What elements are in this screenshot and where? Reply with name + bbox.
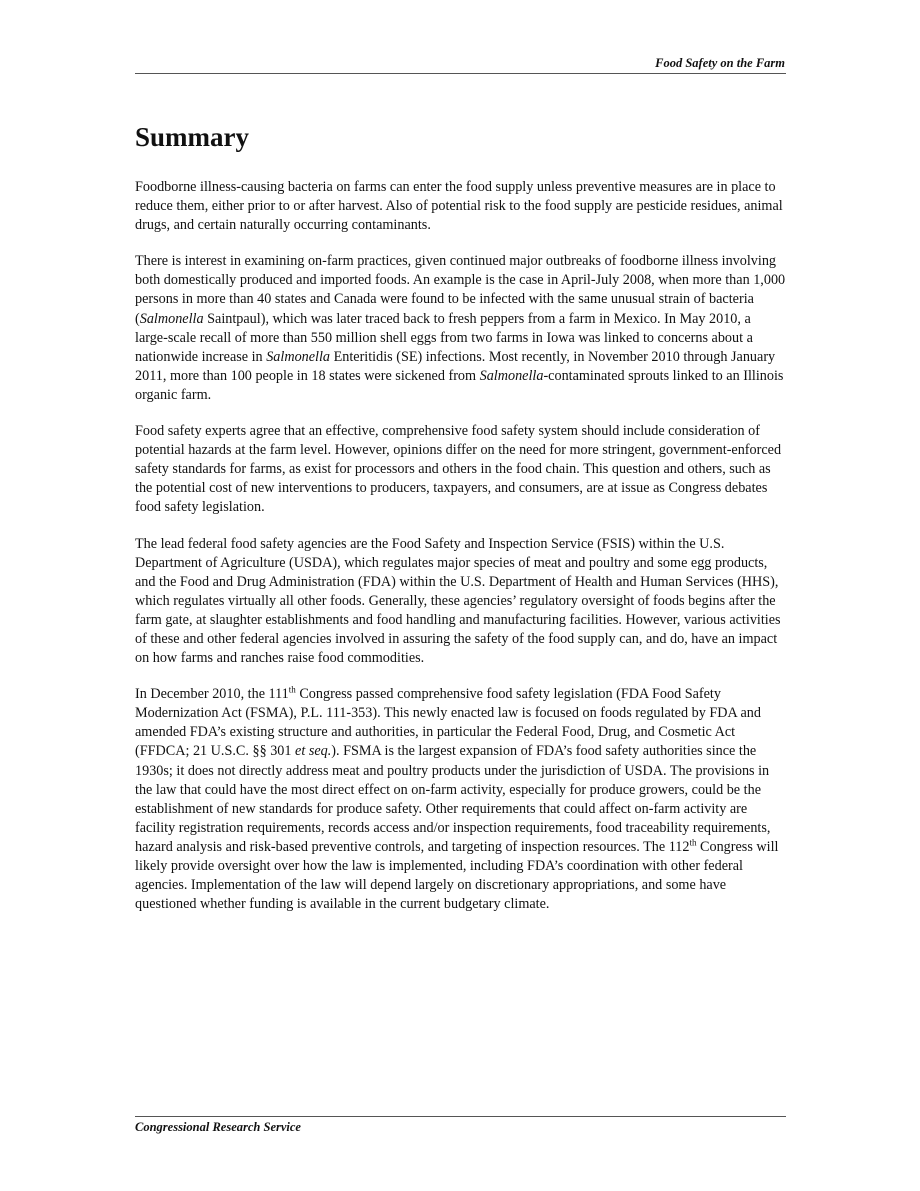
summary-body xyxy=(135,178,787,931)
paragraph-2-italic-1: Salmonella xyxy=(139,310,204,327)
paragraph-5-text-b: Congress passed comprehensive food safety legislation (FDA Food Safety Modernization Act (FSMA), P.L. 111-353). This newly enacted law is focused on foods regulated by FDA and amended FDA’s existing structure and authorities, in particular the Federal Food, Drug, and Cosmetic Act (FFDCA; 21 U.S.C. §§ 301 xyxy=(135,686,761,760)
footer-rule xyxy=(135,1116,786,1117)
paragraph-5 xyxy=(135,685,787,914)
paragraph-1: Foodborne illness-causing bacteria on farms can enter the food supply unless preventive measures are in place to reduce them, either prior to or after harvest. Also of potential risk to the food supply are pesticide residues, animal drugs, and certain naturally occurring contaminants. xyxy=(135,179,783,234)
paragraph-5-italic-1: et seq. xyxy=(295,743,332,760)
paragraph-2-italic-3: Salmonella xyxy=(479,367,544,384)
paragraph-5-text-c: ). FSMA is the largest expansion of FDA’s food safety authorities since the 1930s; it does not directly address meat and poultry products under the jurisdiction of USDA. The provisions in the law that could have the most direct effect on on-farm activity, especially for produce growers, could be the establishment of new standards for produce safety. Other requirements that could affect on-farm activity are facility registration requirements, records access and/or inspection requirements, food traceability requirements, hazard analysis and risk-based preventive controls, and targeting of inspection resources. The 112 xyxy=(135,743,771,855)
paragraph-2-text-d: -contaminated sprouts linked to an Illinois organic farm. xyxy=(135,367,784,403)
paragraph-2-italic-2: Salmonella xyxy=(266,348,331,365)
paragraph-3: Food safety experts agree that an effective, comprehensive food safety system should include consideration of potential hazards at the farm level. However, opinions differ on the need for more stringent, government-enforced safety standards for farms, as exist for processors and others in the food chain. This question and others, such as the potential cost of new interventions to producers, taxpayers, and consumers, are at issue as Congress debates food safety legislation. xyxy=(135,423,782,516)
paragraph-5-text-a: In December 2010, the 111 xyxy=(135,686,289,703)
page-title: Summary xyxy=(135,122,249,152)
footer-label: Congressional Research Service xyxy=(135,1120,301,1134)
running-header-title: Food Safety on the Farm xyxy=(655,56,785,70)
paragraph-2-text-b: Saintpaul), which was later traced back to fresh peppers from a farm in Mexico. In May 2010, a large-scale recall of more than 550 million shell eggs from two farms in Iowa was linked to concerns about a nationwide increase in xyxy=(135,310,753,365)
paragraph-2-text-c: Enteritidis (SE) infections. Most recently, in November 2010 through January 2011, more than 100 people in 18 states were sickened from xyxy=(135,348,776,384)
header-rule xyxy=(135,73,786,74)
paragraph-4: The lead federal food safety agencies are the Food Safety and Inspection Service (FSIS) within the U.S. Department of Agriculture (USDA), which regulates major species of meat and poultry and some egg products, and the Food and Drug Administration (FDA) within the U.S. Department of Health and Human Services (HHS), which regulates virtually all other foods. Generally, these agencies’ regulatory oversight of foods begins after the farm gate, at slaughter establishments and food handling and manufacturing facilities. However, various activities of these and other federal agencies involved in assuring the safety of the food supply can, and do, have an impact on how farms and ranches raise food commodities. xyxy=(135,535,781,667)
paragraph-5-superscript-2: th xyxy=(689,837,697,848)
paragraph-2-text-a: There is interest in examining on-farm practices, given continued major outbreaks of foodborne illness involving both domestically produced and imported foods. An example is the case in April-July 2008, when more than 1,000 persons in more than 40 states and Canada were found to be infected with the same unusual strain of bacteria ( xyxy=(135,253,786,327)
paragraph-5-superscript-1: th xyxy=(288,684,296,695)
paragraph-5-text-d: Congress will likely provide oversight over how the law is implemented, including FDA’s coordination with other federal agencies. Implementation of the law will depend largely on discretionary appropriations, and some have questioned whether funding is available in the current budgetary climate. xyxy=(135,838,779,913)
paragraph-2 xyxy=(135,252,787,405)
